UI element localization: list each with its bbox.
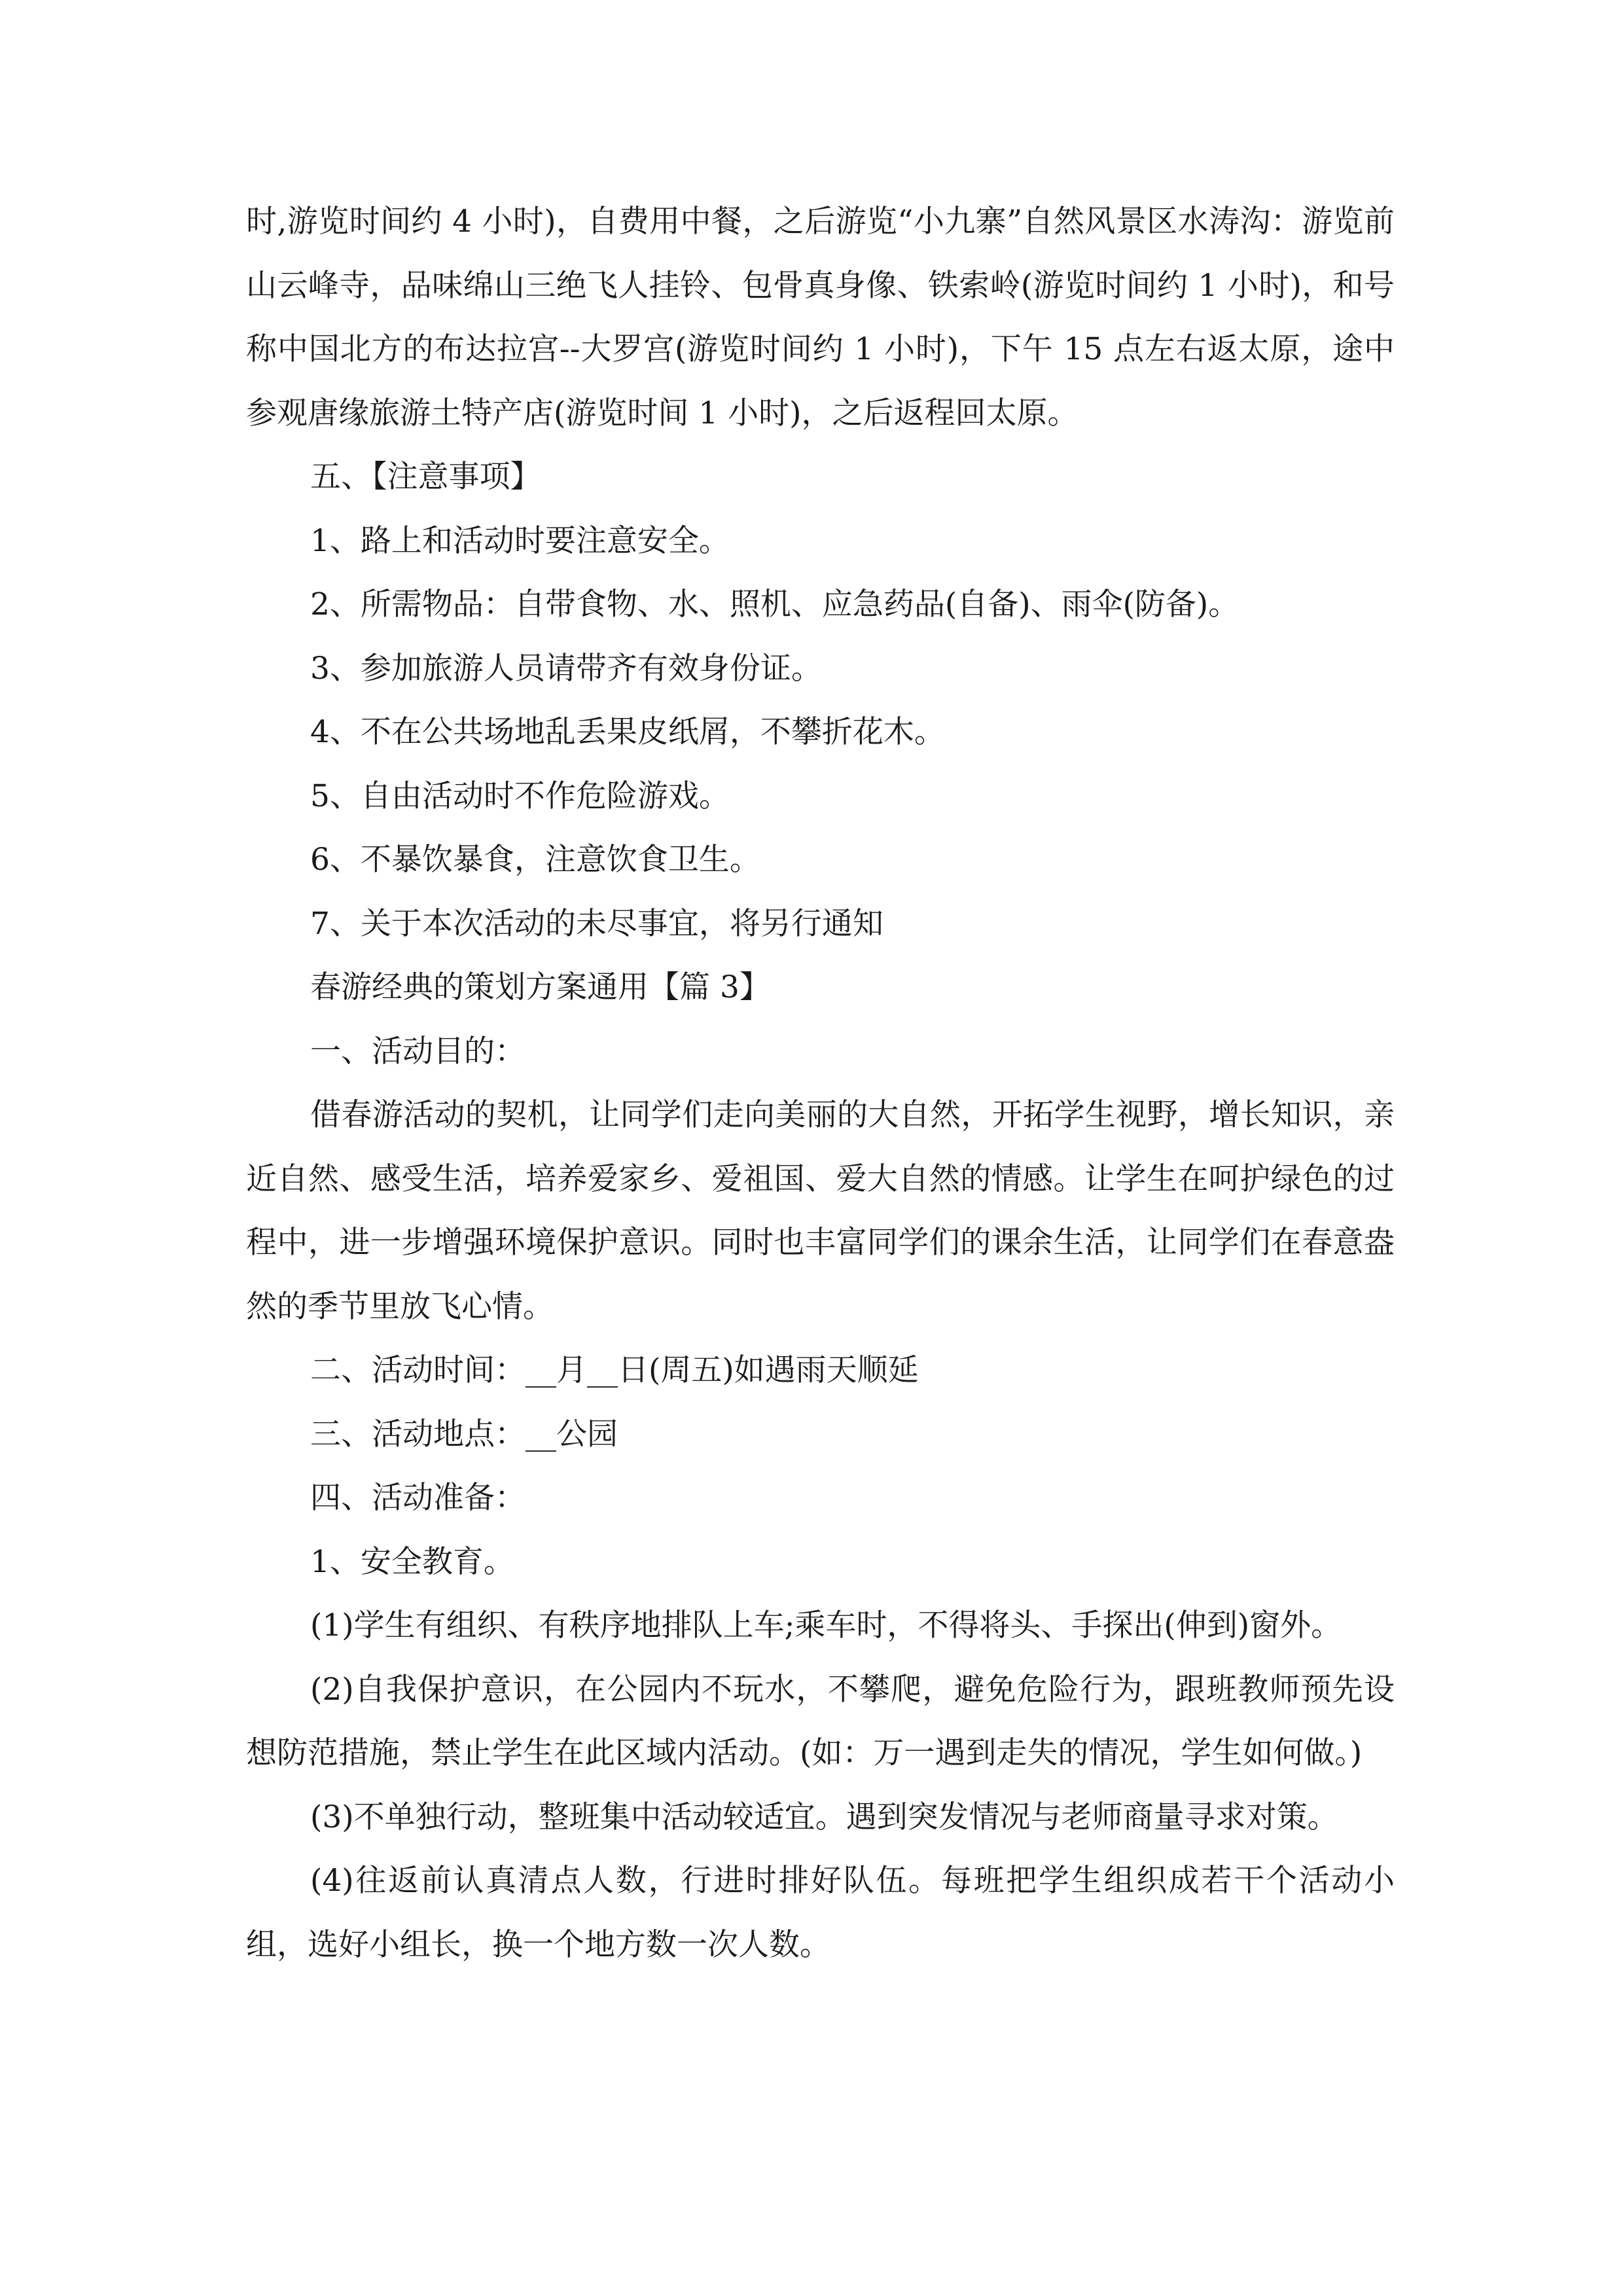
paragraph: 4、不在公共场地乱丢果皮纸屑，不攀折花木。 [310, 714, 945, 750]
paragraph: 5、自由活动时不作危险游戏。 [310, 778, 730, 814]
paragraph: 3、参加旅游人员请带齐有效身份证。 [310, 650, 822, 687]
paragraph: 1、路上和活动时要注意安全。 [310, 522, 730, 559]
paragraph: 6、不暴饮暴食，注意饮食卫生。 [310, 842, 760, 878]
document-body [246, 190, 1395, 1977]
paragraph: (1)学生有组织、有秩序地排队上车;乘车时，不得将头、手探出(伸到)窗外。 [310, 1607, 1342, 1643]
paragraph: 时,游览时间约 4 小时)，自费用中餐，之后游览“小九寨”自然风景区水涛沟：游览前山云峰寺，品味绵山三绝飞人挂铃、包骨真身像、铁索岭(游览时间约 1 小时)，和号称中国北方的布达拉宫--大罗宫(游览时间约 1 小时)，下午 15 点左右返太原，途中参观唐缘旅游土特产店(游览时间 1 小时)，之后返程回太原。 [246, 204, 1395, 431]
paragraph: (2)自我保护意识，在公园内不玩水，不攀爬，避免危险行为，跟班教师预先设想防范措施，禁止学生在此区域内活动。(如：万一遇到走失的情况，学生如何做。) [246, 1671, 1395, 1771]
paragraph: 春游经典的策划方案通用【篇 3】 [310, 969, 770, 1005]
paragraph: 1、安全教育。 [310, 1543, 514, 1580]
paragraph: 2、所需物品：自带食物、水、照机、应急药品(自备)、雨伞(防备)。 [310, 586, 1240, 622]
paragraph: 五、【注意事项】 [310, 459, 541, 495]
paragraph: 7、关于本次活动的未尽事宜，将另行通知 [310, 905, 883, 942]
paragraph: 一、活动目的： [310, 1033, 526, 1069]
paragraph: 三、活动地点：__公园 [310, 1416, 618, 1452]
paragraph: 四、活动准备： [310, 1480, 526, 1516]
paragraph: 二、活动时间：__月__日(周五)如遇雨天顺延 [310, 1352, 919, 1388]
paragraph: (3)不单独行动，整班集中活动较适宜。遇到突发情况与老师商量寻求对策。 [310, 1799, 1338, 1835]
paragraph: (4)往返前认真清点人数，行进时排好队伍。每班把学生组织成若干个活动小组，选好小组长，换一个地方数一次人数。 [246, 1863, 1395, 1963]
paragraph: 借春游活动的契机，让同学们走向美丽的大自然，开拓学生视野，增长知识，亲近自然、感受生活，培养爱家乡、爱祖国、爱大自然的情感。让学生在呵护绿色的过程中，进一步增强环境保护意识。同时也丰富同学们的课余生活，让同学们在春意盎然的季节里放飞心情。 [246, 1097, 1395, 1325]
